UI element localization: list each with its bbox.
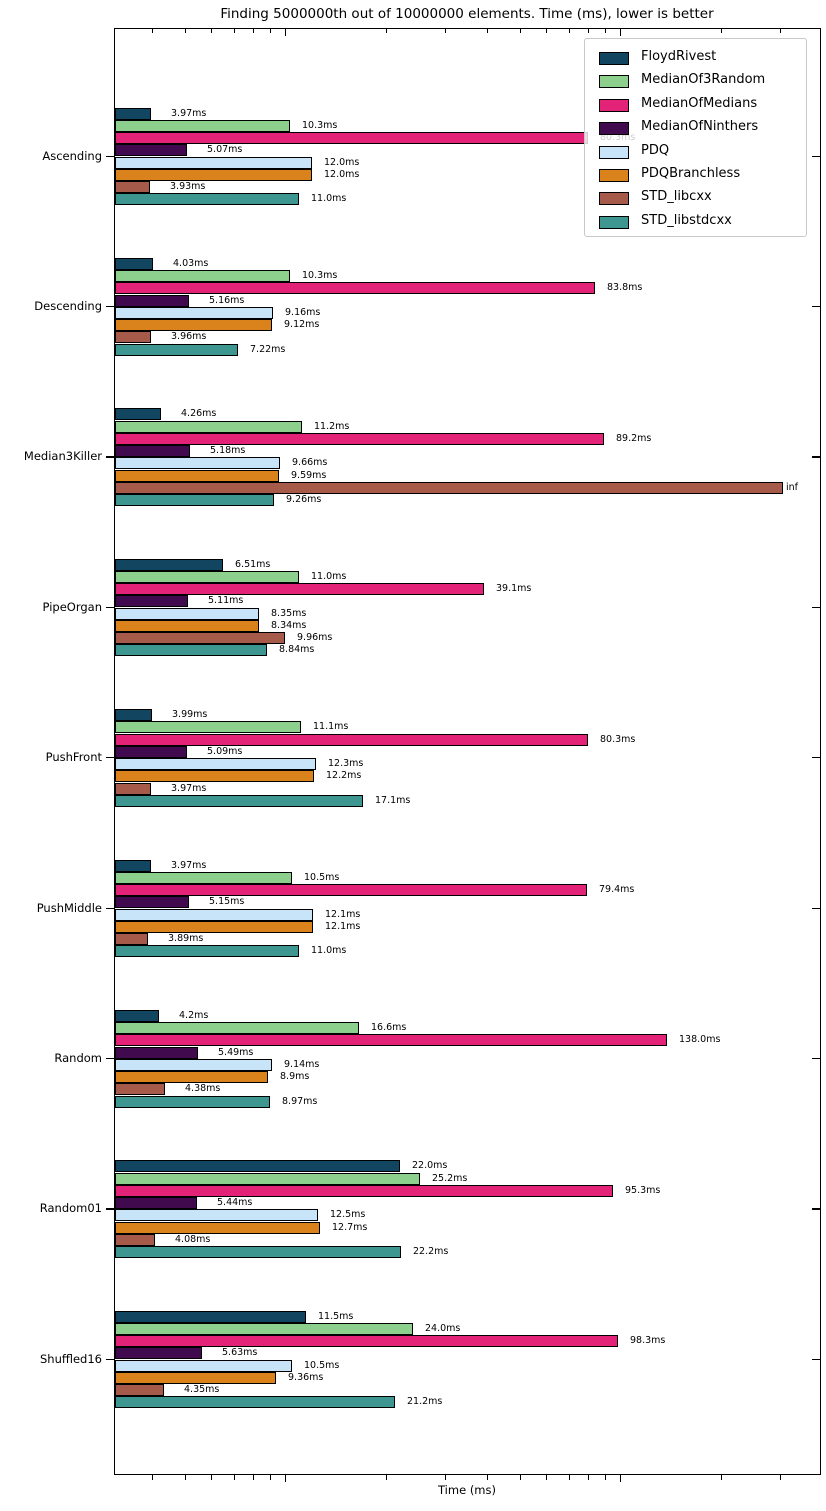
bar-medianofninthers: [115, 1047, 198, 1059]
bar-value-label: 9.59ms: [291, 469, 327, 481]
bar-value-label: 4.2ms: [179, 1009, 209, 1021]
bar-value-label: 12.1ms: [325, 920, 361, 932]
bar-std_libcxx: [115, 181, 150, 193]
bar-floydrivest: [115, 559, 223, 571]
bar-value-label: 17.1ms: [375, 794, 411, 806]
x-axis-tick: [253, 1475, 254, 1480]
bar-medianofninthers: [115, 1197, 197, 1209]
y-axis-tick: [106, 757, 114, 758]
bar-value-label: 12.1ms: [325, 908, 361, 920]
bar-value-label: inf: [786, 481, 799, 493]
bar-value-label: 79.4ms: [599, 884, 635, 895]
category-label: Median3Killer: [23, 449, 102, 464]
bar-value-label: 8.84ms: [279, 644, 315, 656]
legend-label: PDQ: [641, 142, 670, 158]
bar-medianof3random: [115, 421, 302, 433]
bar-medianof3random: [115, 120, 290, 132]
bar-value-label: 25.2ms: [432, 1172, 468, 1184]
bar-value-label: 8.34ms: [271, 619, 307, 631]
x-axis-tick: [285, 1475, 286, 1482]
bar-value-label: 4.35ms: [184, 1384, 220, 1396]
bar-std_libstdcxx: [115, 494, 274, 506]
bar-value-label: 6.51ms: [235, 558, 271, 570]
x-axis-tick: [445, 1475, 446, 1480]
chart-title: Finding 5000000th out of 10000000 elements. Time (ms), lower is better: [220, 6, 714, 22]
x-axis-tick: [605, 1475, 606, 1480]
bar-medianofmedians: [115, 433, 604, 445]
legend-item-pdq: [585, 141, 806, 164]
y-axis-tick: [812, 1058, 820, 1059]
y-axis-tick: [106, 908, 114, 909]
bar-std_libcxx: [115, 1384, 164, 1396]
legend-label: MedianOfNinthers: [641, 119, 759, 135]
x-axis-tick: [569, 1475, 570, 1480]
bar-medianofmedians: [115, 1335, 618, 1347]
bar-medianof3random: [115, 571, 299, 583]
y-axis-tick: [106, 1208, 114, 1209]
bar-std_libstdcxx: [115, 193, 299, 205]
bar-pdqbranchless: [115, 1071, 268, 1083]
x-axis-tick: [185, 1475, 186, 1480]
bar-value-label: 9.14ms: [284, 1058, 320, 1070]
bar-value-label: 11.1ms: [313, 721, 349, 733]
y-axis-tick: [812, 757, 820, 758]
bar-pdqbranchless: [115, 921, 313, 933]
bar-value-label: 5.44ms: [217, 1197, 253, 1209]
y-axis-tick: [106, 1359, 114, 1360]
bar-medianofmedians: [115, 583, 484, 595]
bar-value-label: 9.16ms: [285, 306, 321, 318]
bar-value-label: 3.99ms: [172, 709, 208, 721]
bar-medianof3random: [115, 270, 290, 282]
x-axis-tick: [721, 1475, 722, 1480]
bar-medianofninthers: [115, 144, 187, 156]
legend-label: MedianOf3Random: [641, 72, 766, 88]
bar-group: [115, 1010, 820, 1108]
bar-value-label: 3.97ms: [171, 782, 207, 794]
x-axis-tick: [152, 29, 153, 33]
bar-medianof3random: [115, 872, 292, 884]
bar-value-label: 8.97ms: [282, 1095, 318, 1107]
bar-value-label: 4.26ms: [181, 408, 217, 420]
legend-swatch: [599, 146, 629, 159]
y-axis-tick: [812, 156, 820, 157]
legend-swatch: [599, 122, 629, 135]
bar-medianofmedians: [115, 282, 595, 294]
bar-std_libstdcxx: [115, 1246, 401, 1258]
bar-std_libstdcxx: [115, 945, 299, 957]
bar-value-label: 12.2ms: [326, 770, 362, 782]
bar-pdqbranchless: [115, 620, 259, 632]
bar-value-label: 39.1ms: [496, 583, 532, 595]
bar-std_libstdcxx: [115, 795, 363, 807]
bar-value-label: 9.12ms: [284, 319, 320, 331]
y-axis-tick: [812, 1359, 820, 1360]
bar-value-label: 9.66ms: [292, 457, 328, 469]
bar-floydrivest: [115, 258, 153, 270]
bar-value-label: 5.09ms: [207, 745, 243, 757]
category-label: PushFront: [45, 750, 102, 765]
bar-std_libstdcxx: [115, 344, 238, 356]
x-axis-tick: [253, 29, 254, 33]
bar-value-label: 12.0ms: [324, 156, 360, 168]
y-axis-tick: [812, 306, 820, 307]
bar-pdqbranchless: [115, 319, 272, 331]
legend-label: PDQBranchless: [641, 166, 741, 181]
category-label: Ascending: [42, 148, 102, 163]
bar-value-label: 21.2ms: [407, 1396, 443, 1408]
legend-item-medianof3random: [585, 70, 806, 93]
bar-medianofmedians: [115, 1034, 667, 1046]
bar-value-label: 12.5ms: [330, 1209, 366, 1221]
bar-pdq: [115, 758, 316, 770]
x-axis-tick: [487, 29, 488, 33]
bar-value-label: 89.2ms: [616, 432, 652, 444]
legend-swatch: [599, 169, 629, 182]
bar-value-label: 3.93ms: [170, 181, 206, 192]
legend-swatch: [599, 216, 629, 229]
bar-std_libstdcxx: [115, 644, 267, 656]
bar-value-label: 10.5ms: [304, 1359, 340, 1371]
legend-swatch: [599, 52, 629, 65]
bar-floydrivest: [115, 860, 151, 872]
legend-swatch: [599, 99, 629, 112]
bar-std_libstdcxx: [115, 1396, 395, 1408]
x-axis-tick: [569, 29, 570, 33]
bar-value-label: 5.07ms: [207, 144, 243, 156]
x-axis-tick: [285, 29, 286, 36]
bar-value-label: 3.97ms: [171, 859, 207, 871]
legend-label: STD_libstdcxx: [641, 212, 732, 228]
bar-medianofninthers: [115, 1347, 202, 1359]
bar-value-label: 16.6ms: [371, 1022, 407, 1034]
bar-group: [115, 408, 820, 506]
bar-pdq: [115, 909, 313, 921]
bar-value-label: 4.08ms: [175, 1233, 211, 1245]
bar-value-label: 4.38ms: [185, 1083, 221, 1095]
bar-pdqbranchless: [115, 1222, 320, 1234]
x-axis-tick: [487, 1475, 488, 1480]
bar-group: [115, 709, 820, 807]
x-axis-tick: [546, 29, 547, 33]
bar-value-label: 11.0ms: [311, 570, 347, 582]
x-axis-tick: [386, 1475, 387, 1480]
plot-area: [114, 28, 821, 1475]
category-label: PipeOrgan: [42, 599, 102, 614]
bar-group: [115, 860, 820, 958]
bar-floydrivest: [115, 1010, 159, 1022]
x-axis-tick: [185, 29, 186, 33]
bar-value-label: 11.5ms: [318, 1310, 354, 1322]
x-axis-tick: [620, 1475, 621, 1482]
legend-item-std_libstdcxx: [585, 211, 806, 234]
x-axis-tick: [780, 1475, 781, 1480]
bar-group: [115, 559, 820, 657]
legend-label: STD_libcxx: [641, 189, 712, 205]
x-axis-tick: [520, 29, 521, 33]
bar-value-label: 95.3ms: [625, 1184, 661, 1196]
x-axis-tick: [620, 29, 621, 36]
bar-pdq: [115, 307, 273, 319]
bar-medianof3random: [115, 1022, 359, 1034]
legend: [584, 38, 807, 237]
bar-value-label: 98.3ms: [630, 1335, 666, 1347]
bar-pdq: [115, 1209, 318, 1221]
bar-value-label: 5.16ms: [209, 294, 245, 306]
category-label: PushMiddle: [36, 900, 102, 915]
bar-medianof3random: [115, 1323, 413, 1335]
bar-value-label: 8.35ms: [271, 607, 307, 619]
bar-value-label: 9.26ms: [286, 494, 322, 506]
y-axis-tick: [106, 1058, 114, 1059]
bar-value-label: 10.3ms: [302, 270, 338, 282]
bar-std_libcxx: [115, 1234, 155, 1246]
bar-value-label: 8.9ms: [280, 1071, 310, 1083]
bar-value-label: 10.5ms: [304, 871, 340, 883]
bar-floydrivest: [115, 709, 152, 721]
bar-medianofninthers: [115, 595, 188, 607]
legend-label: MedianOfMedians: [641, 95, 758, 111]
bar-value-label: 11.0ms: [311, 945, 347, 957]
bar-value-label: 9.96ms: [297, 632, 333, 644]
bar-value-label: 83.8ms: [607, 282, 643, 294]
bar-std_libcxx: [115, 933, 148, 945]
bar-value-label: 138.0ms: [679, 1034, 721, 1046]
bar-value-label: 12.0ms: [324, 168, 360, 180]
category-label: Descending: [34, 298, 102, 313]
bar-medianofninthers: [115, 445, 190, 457]
legend-swatch: [599, 192, 629, 205]
bar-pdq: [115, 457, 280, 469]
y-axis-tick: [106, 456, 114, 457]
bar-pdqbranchless: [115, 470, 279, 482]
x-axis-tick: [270, 1475, 271, 1480]
bar-value-label: 3.96ms: [171, 331, 207, 343]
bar-value-label: 12.3ms: [328, 758, 364, 770]
x-axis-tick: [546, 1475, 547, 1480]
category-label: Shuffled16: [39, 1351, 102, 1366]
x-axis-tick: [445, 29, 446, 33]
bar-value-label: 9.36ms: [288, 1371, 324, 1383]
bar-std_libstdcxx: [115, 1096, 270, 1108]
bar-floydrivest: [115, 408, 161, 420]
bar-pdq: [115, 1360, 292, 1372]
y-axis-tick: [812, 456, 820, 457]
bar-value-label: 12.7ms: [332, 1221, 368, 1233]
x-axis-tick: [520, 1475, 521, 1480]
x-axis-tick: [152, 1475, 153, 1480]
bar-value-label: 4.03ms: [173, 257, 209, 269]
bar-std_libcxx: [115, 1083, 165, 1095]
bar-pdq: [115, 608, 259, 620]
bar-pdqbranchless: [115, 169, 312, 181]
bar-std_libcxx: [115, 632, 285, 644]
bar-value-label: 22.0ms: [412, 1160, 448, 1172]
bar-pdq: [115, 1059, 272, 1071]
bar-floydrivest: [115, 108, 151, 120]
bar-floydrivest: [115, 1311, 306, 1323]
bar-value-label: 11.0ms: [311, 193, 347, 205]
bar-value-label: 10.3ms: [302, 119, 338, 131]
bar-medianofmedians: [115, 734, 588, 746]
bar-value-label: 22.2ms: [413, 1246, 449, 1258]
bar-value-label: 5.11ms: [208, 595, 244, 607]
bar-medianofninthers: [115, 295, 189, 307]
bar-medianofninthers: [115, 746, 187, 758]
category-label: Random: [54, 1050, 102, 1065]
y-axis-tick: [106, 306, 114, 307]
legend-label: FloydRivest: [641, 49, 717, 64]
bar-value-label: 5.15ms: [209, 896, 245, 908]
bar-value-label: 5.18ms: [210, 445, 246, 457]
bar-medianof3random: [115, 1173, 420, 1185]
y-axis-tick: [812, 1208, 820, 1209]
x-axis-tick: [211, 29, 212, 33]
bar-value-label: 5.49ms: [218, 1046, 254, 1058]
x-axis-tick: [211, 1475, 212, 1480]
x-axis-tick: [270, 29, 271, 33]
bar-value-label: 3.89ms: [168, 933, 204, 944]
x-axis-tick: [234, 29, 235, 33]
bar-std_libcxx: [115, 482, 783, 494]
bar-floydrivest: [115, 1160, 400, 1172]
bar-group: [115, 1311, 820, 1409]
bar-medianofmedians: [115, 132, 588, 144]
legend-item-pdqbranchless: [585, 164, 806, 187]
legend-swatch: [599, 75, 629, 88]
x-axis-tick: [605, 29, 606, 33]
bar-group: [115, 1160, 820, 1258]
bar-medianofninthers: [115, 896, 189, 908]
x-axis-tick: [588, 1475, 589, 1480]
bar-group: [115, 258, 820, 356]
bar-medianof3random: [115, 721, 301, 733]
legend-item-std_libcxx: [585, 187, 806, 210]
x-axis-tick: [234, 1475, 235, 1480]
legend-item-floydrivest: [585, 47, 806, 70]
legend-item-medianofninthers: [585, 117, 806, 140]
legend-item-medianofmedians: [585, 94, 806, 117]
bar-value-label: 80.3ms: [600, 733, 636, 745]
bar-std_libcxx: [115, 331, 151, 343]
y-axis-tick: [812, 607, 820, 608]
y-axis-tick: [106, 607, 114, 608]
bar-value-label: 3.97ms: [171, 107, 207, 119]
bar-medianofmedians: [115, 1185, 613, 1197]
bar-value-label: 24.0ms: [425, 1322, 461, 1334]
bar-medianofmedians: [115, 884, 587, 896]
bar-value-label: 5.63ms: [222, 1347, 258, 1359]
x-axis-tick: [721, 29, 722, 33]
x-axis-tick: [386, 29, 387, 33]
category-label: Random01: [39, 1201, 102, 1216]
bar-pdq: [115, 157, 312, 169]
bar-pdqbranchless: [115, 1372, 276, 1384]
bar-std_libcxx: [115, 783, 151, 795]
bar-value-label: 7.22ms: [250, 343, 286, 355]
x-axis-label: Time (ms): [438, 1483, 496, 1497]
y-axis-tick: [812, 908, 820, 909]
x-axis-tick: [780, 29, 781, 33]
x-axis-tick: [588, 29, 589, 33]
y-axis-tick: [106, 156, 114, 157]
bar-pdqbranchless: [115, 770, 314, 782]
bar-value-label: 11.2ms: [314, 420, 350, 432]
